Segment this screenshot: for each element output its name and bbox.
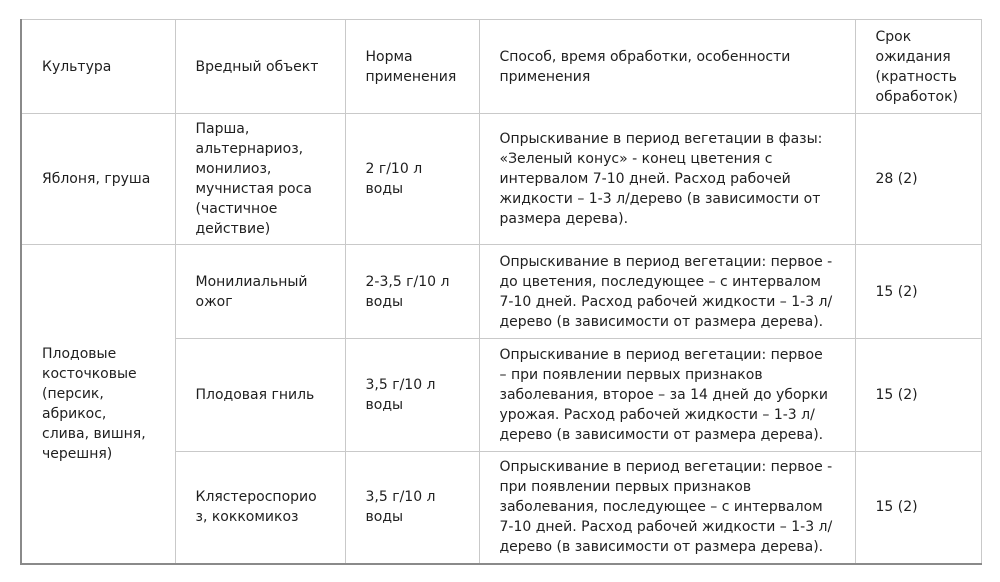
rate-cell: 3,5 г/10 л воды <box>345 339 479 452</box>
rate-cell: 3,5 г/10 л воды <box>345 452 479 564</box>
table-wrapper <box>20 19 982 565</box>
wait-cell: 15 (2) <box>855 245 981 339</box>
rate-cell: 2 г/10 л воды <box>345 114 479 245</box>
header-pest: Вредный объект <box>175 20 345 114</box>
header-method: Способ, время обработки, особенности применения <box>479 20 855 114</box>
pest-cell: Монилиальный ожог <box>175 245 345 339</box>
application-table <box>20 19 982 565</box>
header-row <box>21 20 981 114</box>
header-wait: Срок ожидания (кратность обработок) <box>855 20 981 114</box>
pest-cell: Клястероспориоз, коккомикоз <box>175 452 345 564</box>
wait-cell: 28 (2) <box>855 114 981 245</box>
method-cell: Опрыскивание в период вегетации: первое – при появлении первых признаков заболевания, второе – за 14 дней до уборки урожая. Расход рабочей жидкости – 1-3 л/ дерево (в зависимости от размера дерева). <box>479 339 855 452</box>
method-cell: Опрыскивание в период вегетации: первое - до цветения, последующее – с интервалом 7-10 дней. Расход рабочей жидкости – 1-3 л/ дерево (в зависимости от размера дерева). <box>479 245 855 339</box>
culture-cell: Яблоня, груша <box>21 114 175 245</box>
rate-cell: 2-3,5 г/10 л воды <box>345 245 479 339</box>
culture-cell: Плодовые косточковые (персик, абрикос, слива, вишня, черешня) <box>21 245 175 564</box>
pest-cell: Плодовая гниль <box>175 339 345 452</box>
method-cell: Опрыскивание в период вегетации: первое - при появлении первых признаков заболевания, последующее – с интервалом 7-10 дней. Расход рабочей жидкости – 1-3 л/ дерево (в зависимости от размера дерева). <box>479 452 855 564</box>
wait-cell: 15 (2) <box>855 452 981 564</box>
table-row <box>21 245 981 339</box>
wait-cell: 15 (2) <box>855 339 981 452</box>
header-culture: Культура <box>21 20 175 114</box>
header-rate: Норма применения <box>345 20 479 114</box>
pest-cell: Парша, альтернариоз, монилиоз, мучнистая роса (частичное действие) <box>175 114 345 245</box>
table-row <box>21 114 981 245</box>
method-cell: Опрыскивание в период вегетации в фазы: «Зеленый конус» - конец цветения с интервалом 7-10 дней. Расход рабочей жидкости – 1-3 л/дерево (в зависимости от размера дерева). <box>479 114 855 245</box>
